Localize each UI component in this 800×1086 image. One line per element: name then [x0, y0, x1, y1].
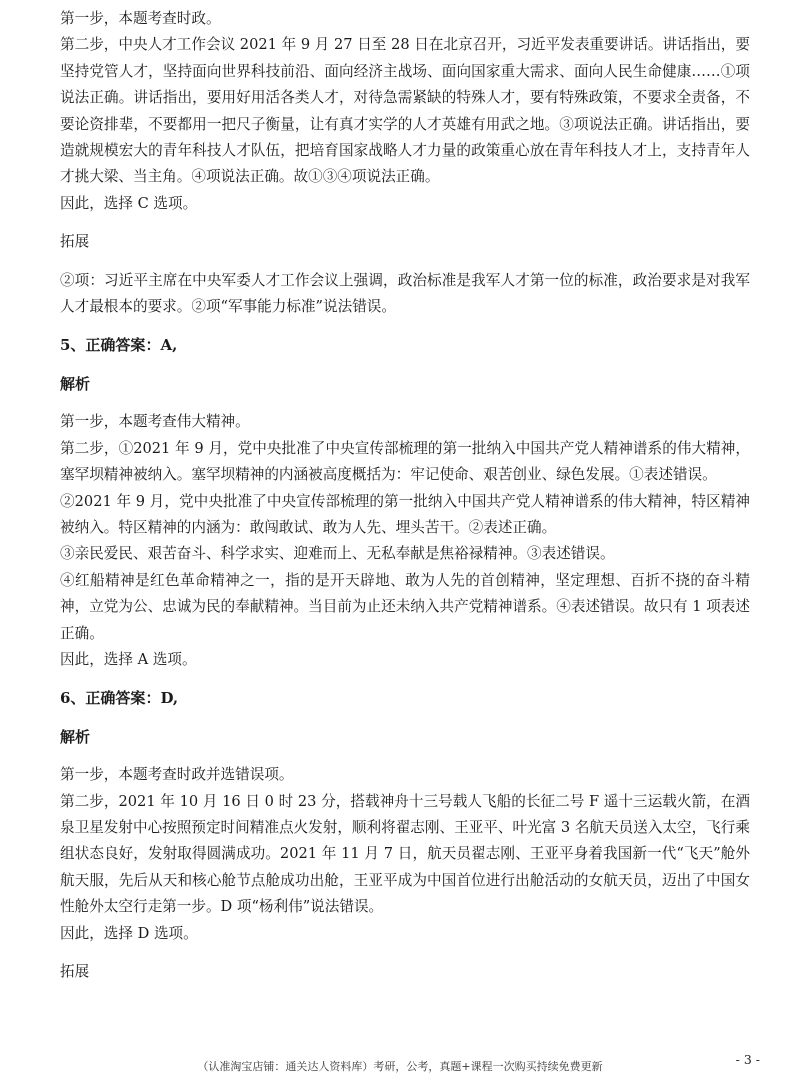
q6-step1: 第一步，本题考查时政并选错误项。	[60, 766, 294, 784]
q5-item4: ④红船精神是红色革命精神之一，指的是开天辟地、敢为人先的首创精神，坚定理想、百折不挠的奋斗精神，立党为公、忠诚为民的奉献精神。当目前为止还未纳入共产党精神谱系。④表述错误。故只有 1 项表述正确。	[60, 571, 750, 642]
q5-answer-heading: 5、正确答案：A,	[60, 336, 178, 355]
q6-extension-label: 拓展	[60, 963, 90, 980]
q5-conclusion: 因此，选择 A 选项。	[60, 650, 197, 668]
q6-conclusion: 因此，选择 D 选项。	[60, 924, 198, 942]
q4-step2: 第二步，中央人才工作会议 2021 年 9 月 27 日至 28 日在北京召开，习近平发表重要讲话。讲话指出，要坚持党管人才，坚持面向世界科技前沿、面向经济主战场、面向国家重大需求、面向人民生命健康……①项说法正确。讲话指出，要用好用活各类人才，对待急需紧缺的特殊人才，要有特殊政策，不要求全责备，不要论资排辈，不要都用一把尺子衡量，让有真才实学的人才英雄有用武之地。③项说法正确。讲话指出，要造就规模宏大的青年科技人才队伍，把培育国家战略人才力量的政策重心放在青年科技人才上，支持青年人才挑大梁、当主角。④项说法正确。故①③④项说法正确。	[60, 36, 750, 186]
q4-step1: 第一步，本题考查时政。	[60, 10, 221, 27]
q6-answer-heading: 6、正确答案：D,	[60, 689, 179, 708]
q5-step1: 第一步，本题考查伟大精神。	[60, 413, 250, 431]
q4-extension-label: 拓展	[60, 233, 90, 251]
q5-item3: ③亲民爱民、艰苦奋斗、科学求实、迎难而上、无私奉献是焦裕禄精神。③表述错误。	[60, 545, 615, 563]
q4-conclusion: 因此，选择 C 选项。	[60, 194, 198, 212]
page-footer: （认准淘宝店铺：通关达人资料库）考研，公考，真题+课程一次购买持续免费更新	[197, 1060, 603, 1073]
q4-extension-text: ②项：习近平主席在中央军委人才工作会议上强调，政治标准是我军人才第一位的标准，政治要求是对我军人才最根本的要求。②项“军事能力标准”说法错误。	[60, 271, 750, 316]
q5-analysis-label: 解析	[60, 374, 91, 393]
q5-step2: 第二步，①2021 年 9 月，党中央批准了中央宣传部梳理的第一批纳入中国共产党人精神谱系的伟大精神，塞罕坝精神被纳入。塞罕坝精神的内涵被高度概括为：牢记使命、艰苦创业、绿色发展。①表述错误。	[60, 439, 750, 484]
q6-step2: 第二步，2021 年 10 月 16 日 0 时 23 分，搭载神舟十三号载人飞船的长征二号 F 遥十三运载火箭，在酒泉卫星发射中心按照预定时间精准点火发射，顺利将翟志刚、王亚平、叶光富 3 名航天员送入太空，飞行乘组状态良好，发射取得圆满成功。2021 年 11 月 7 日，航天员翟志刚、王亚平身着我国新一代“飞天”舱外航天服，先后从天和核心舱节点舱成功出舱，王亚平成为中国首位进行出舱活动的女航天员，迈出了中国女性舱外太空行走第一步。D 项“杨利伟”说法错误。	[60, 792, 750, 916]
q5-item2: ②2021 年 9 月，党中央批准了中央宣传部梳理的第一批纳入中国共产党人精神谱系的伟大精神，特区精神被纳入。特区精神的内涵为：敢闯敢试、敢为人先、埋头苦干。②表述正确。	[60, 492, 750, 536]
q6-analysis-label: 解析	[60, 727, 91, 746]
page-number: - 3 -	[735, 1052, 760, 1067]
document-body	[60, 6, 750, 985]
